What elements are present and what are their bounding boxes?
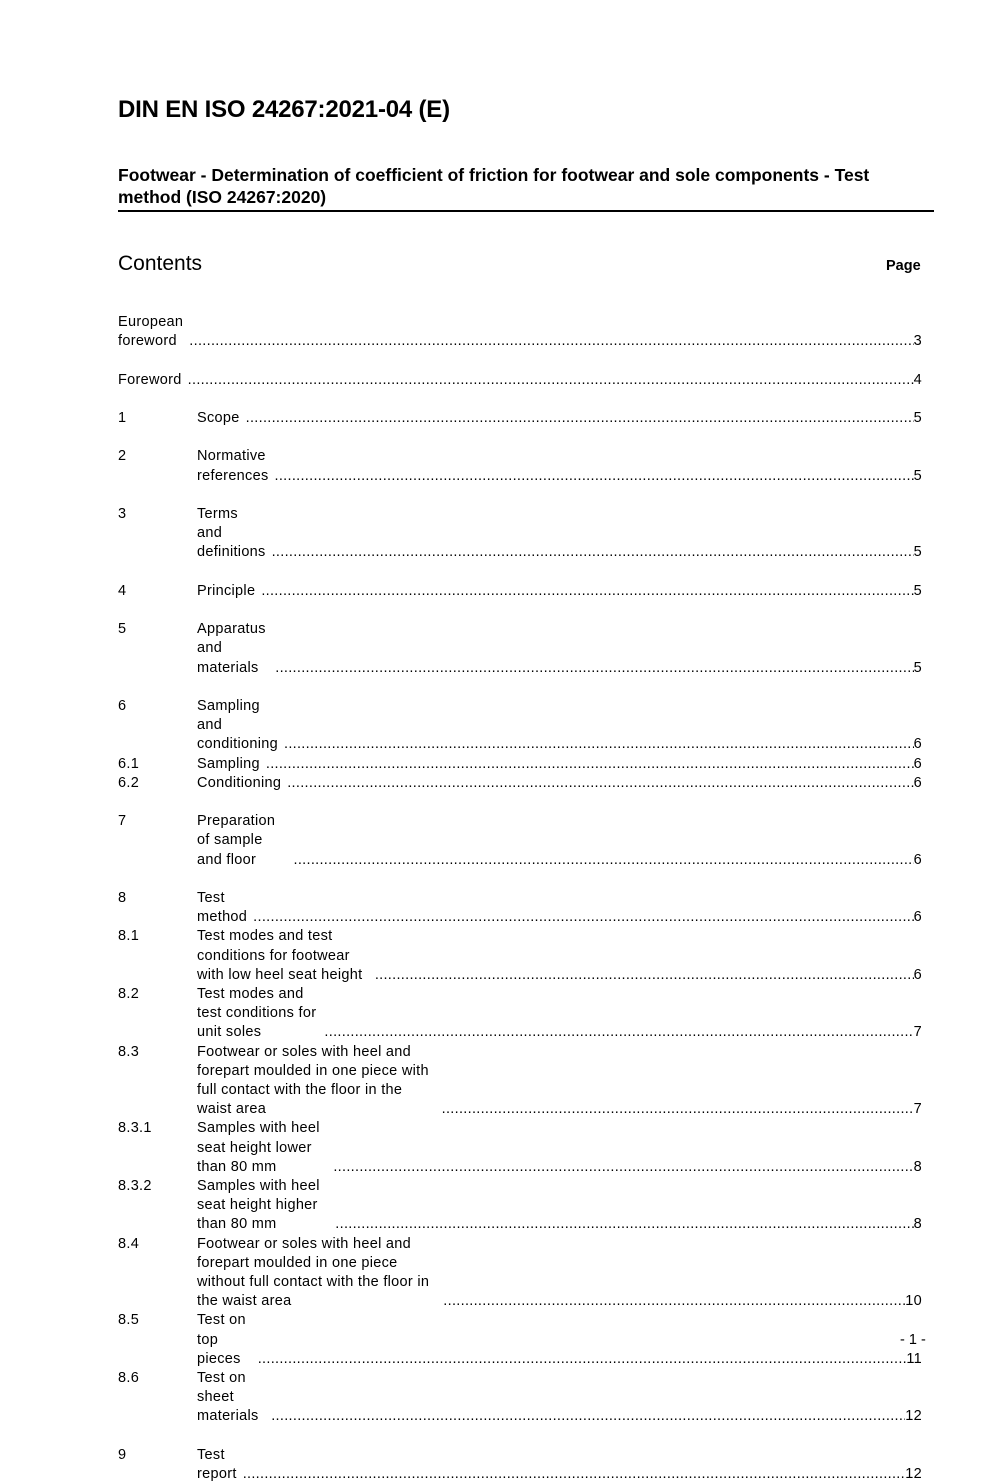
toc-entry-number: 8.1 (118, 928, 140, 945)
toc-entry-8-3-2[interactable] (118, 1177, 922, 1235)
toc-entry-title: Preparation of sample and floor (197, 813, 276, 868)
toc-entry-number: 6.1 (118, 755, 140, 772)
toc-entry-6[interactable] (118, 697, 922, 755)
toc-entry-page: 12 (905, 1466, 922, 1483)
toc-entry-page: 6 (913, 774, 922, 791)
toc-entry-european-foreword[interactable] (118, 313, 922, 351)
toc-entry-page: 4 (913, 371, 922, 388)
toc-entry-page: 6 (913, 909, 922, 926)
toc-entry-number: 8.4 (118, 1235, 140, 1252)
toc-entry-title: Test method (197, 889, 248, 926)
toc-entry-4[interactable] (118, 582, 922, 601)
toc-entry-title: Samples with heel seat height lower than 80 mm (197, 1120, 320, 1175)
toc-entry-page: 5 (913, 659, 922, 676)
toc-entry-2[interactable] (118, 447, 922, 485)
toc-entry-foreword[interactable] (118, 371, 922, 390)
title-rule (118, 210, 934, 212)
toc-entry-8-5[interactable] (118, 1311, 922, 1369)
toc-entry-page: 5 (913, 544, 922, 561)
contents-heading: Contents (118, 252, 203, 275)
document-title: Footwear - Determination of coefficient of friction for footwear and sole components - Test method (ISO 24267:2020) (118, 165, 870, 207)
toc-entry-1[interactable] (118, 409, 922, 428)
toc-entry-page: 6 (913, 851, 922, 868)
toc-entry-title: Terms and definitions (197, 505, 266, 561)
toc-entry-title: Footwear or soles with heel and forepart moulded in one piece without full contact with the floor in the waist area (197, 1235, 430, 1310)
toc-entry-number: 3 (118, 505, 127, 522)
toc-entry-title: Test on top pieces (197, 1312, 246, 1367)
toc-entry-page: 12 (905, 1408, 922, 1425)
toc-entry-number: 2 (118, 448, 127, 465)
toc-entry-title: Footwear or soles with heel and forepart moulded in one piece with full contact with the floor in the waist area (197, 1043, 429, 1118)
toc-entry-title: Conditioning (197, 774, 282, 791)
toc-entry-number: 6.2 (118, 774, 140, 791)
toc-entry-number: 4 (118, 582, 127, 599)
toc-entry-number: 5 (118, 621, 127, 638)
toc-entry-8-6[interactable] (118, 1369, 922, 1427)
document-id: DIN EN ISO 24267:2021-04 (E) (118, 96, 450, 123)
toc-entry-page: 5 (913, 467, 922, 484)
toc-entry-page: 11 (906, 1350, 922, 1367)
page-column-label: Page (886, 258, 921, 274)
toc-entry-title: Scope (197, 409, 240, 426)
toc-entry-page: 6 (913, 755, 922, 772)
toc-entry-title: Normative references (197, 448, 269, 484)
toc-entry-5[interactable] (118, 620, 922, 678)
toc-entry-number: 8 (118, 889, 127, 906)
toc-entry-page: 3 (913, 333, 922, 350)
toc-entry-page: 7 (913, 1024, 922, 1041)
toc-entry-title: Test modes and test conditions for unit soles (197, 985, 317, 1041)
toc-entry-number: 8.3 (118, 1043, 140, 1060)
toc-entry-page: 6 (913, 966, 922, 983)
toc-entry-title: European foreword (118, 314, 184, 350)
toc-entry-number: 8.2 (118, 985, 140, 1002)
toc-entry-page: 7 (913, 1101, 922, 1118)
toc-entry-6-2[interactable] (118, 774, 922, 793)
toc-entry-title: Sampling (197, 755, 260, 772)
toc-entry-number: 9 (118, 1446, 127, 1463)
toc-entry-title: Test report (197, 1446, 237, 1483)
toc-entry-number: 8.3.2 (118, 1178, 152, 1194)
table-of-contents (118, 313, 922, 1484)
toc-entry-page: 8 (913, 1158, 922, 1175)
toc-entry-number: 7 (118, 813, 127, 830)
toc-entry-3[interactable] (118, 505, 922, 563)
toc-entry-number: 8.3.1 (118, 1120, 152, 1137)
toc-entry-title: Samples with heel seat height higher than 80 mm (197, 1178, 320, 1233)
toc-entry-page: 8 (913, 1216, 922, 1233)
toc-entry-6-1[interactable] (118, 755, 922, 774)
toc-entry-page: 6 (913, 736, 922, 753)
toc-entry-7[interactable] (118, 812, 922, 870)
toc-entry-8-1[interactable] (118, 927, 922, 985)
toc-entry-8-3[interactable] (118, 1043, 922, 1120)
toc-entry-number: 8.5 (118, 1312, 140, 1329)
toc-entry-8-3-1[interactable] (118, 1119, 922, 1177)
toc-entry-8[interactable] (118, 889, 922, 927)
toc-entry-title: Test modes and test conditions for footwear with low heel seat height (197, 928, 363, 983)
toc-entry-title: Sampling and conditioning (197, 697, 278, 753)
toc-entry-page: 10 (905, 1293, 922, 1310)
toc-entry-page: 5 (913, 409, 922, 426)
footer-page-number: - 1 - (900, 1332, 926, 1348)
toc-entry-number: 1 (118, 409, 127, 426)
toc-entry-number: 6 (118, 697, 127, 714)
toc-entry-page: 5 (913, 582, 922, 599)
toc-entry-number: 8.6 (118, 1370, 140, 1387)
toc-entry-title: Principle (197, 582, 256, 599)
toc-entry-9[interactable] (118, 1446, 922, 1484)
toc-entry-8-2[interactable] (118, 985, 922, 1043)
toc-entry-title: Apparatus and materials (197, 621, 266, 676)
toc-entry-title: Test on sheet materials (197, 1370, 259, 1425)
toc-entry-8-4[interactable] (118, 1235, 922, 1312)
toc-entry-title: Foreword (118, 371, 182, 388)
